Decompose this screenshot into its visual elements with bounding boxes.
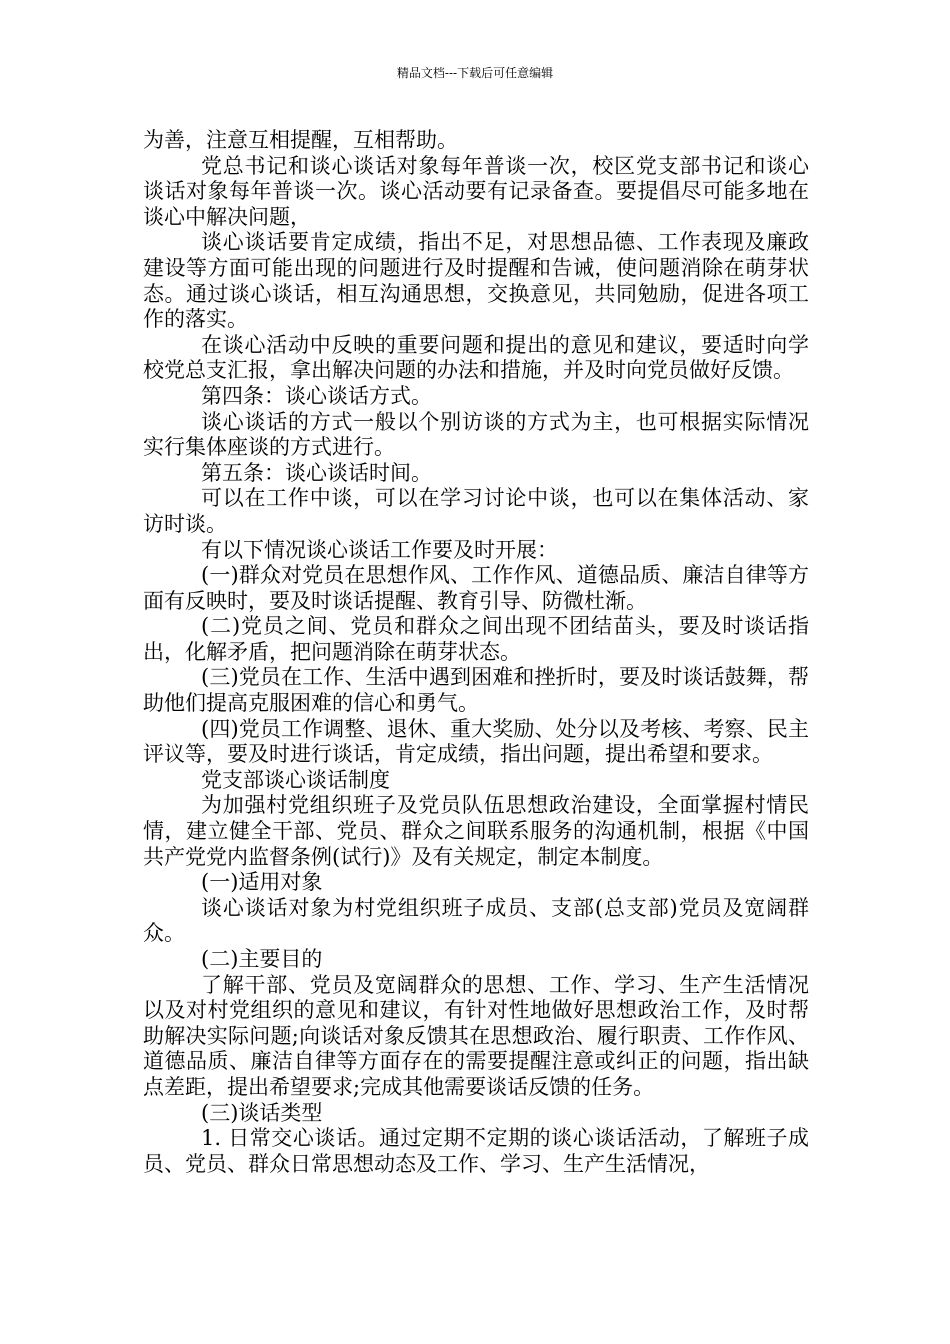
paragraph: 谈心谈话对象为村党组织班子成员、支部(总支部)党员及宽阔群众。 xyxy=(143,895,809,946)
list-item: (一)群众对党员在思想作风、工作作风、道德品质、廉洁自律等方面有反映时，要及时谈话提醒、教育引导、防微杜渐。 xyxy=(143,563,809,613)
section-heading: 第五条：谈心谈话时间。 xyxy=(201,460,432,485)
document-body xyxy=(143,128,809,1177)
section-heading: (一)适用对象 xyxy=(201,870,323,895)
paragraph: 谈心谈话要肯定成绩，指出不足，对思想品德、工作表现及廉政建设等方面可能出现的问题进行及时提醒和告诫，使问题消除在萌芽状态。通过谈心谈话，相互沟通思想，交换意见，共同勉励，促进各项工作的落实。 xyxy=(143,230,809,332)
paragraph: 有以下情况谈心谈话工作要及时开展： xyxy=(201,537,558,562)
list-item: (三)党员在工作、生活中遇到困难和挫折时，要及时谈话鼓舞，帮助他们提高克服困难的信心和勇气。 xyxy=(143,665,809,716)
list-item: (二)党员之间、党员和群众之间出现不团结苗头，要及时谈话指出，化解矛盾，把问题消除在萌芽状态。 xyxy=(143,614,809,664)
paragraph: 为善，注意互相提醒，互相帮助。 xyxy=(143,128,458,152)
document-title: 党支部谈心谈话制度 xyxy=(201,767,390,792)
page-header: 精品文档---下载后可任意编辑 xyxy=(396,66,554,80)
paragraph: 了解干部、党员及宽阔群众的思想、工作、学习、生产生活情况以及对村党组织的意见和建议，有针对性地做好思想政治工作，及时帮助解决实际问题;向谈话对象反馈其在思想政治、履行职责、工作作风、道德品质、廉洁自律等方面存在的需要提醒注意或纠正的问题，指出缺点差距，提出希望要求;完成其他需要谈话反馈的任务。 xyxy=(143,972,809,1099)
section-heading: (二)主要目的 xyxy=(201,947,323,971)
paragraph: 1. 日常交心谈话。通过定期不定期的谈心谈话活动，了解班子成员、党员、群众日常思想动态及工作、学习、生产生活情况， xyxy=(143,1126,809,1176)
list-item: (四)党员工作调整、退休、重大奖励、处分以及考核、考察、民主评议等，要及时进行谈话，肯定成绩，指出问题，提出希望和要求。 xyxy=(143,716,809,767)
paragraph: 谈心谈话的方式一般以个别访谈的方式为主，也可根据实际情况实行集体座谈的方式进行。 xyxy=(143,409,809,460)
section-heading: (三)谈话类型 xyxy=(201,1100,323,1125)
section-heading: 第四条：谈心谈话方式。 xyxy=(201,383,432,408)
paragraph: 党总书记和谈心谈话对象每年普谈一次，校区党支部书记和谈心谈话对象每年普谈一次。谈心活动要有记录备查。要提倡尽可能多地在谈心中解决问题， xyxy=(143,153,809,229)
paragraph: 在谈心活动中反映的重要问题和提出的意见和建议，要适时向学校党总支汇报，拿出解决问题的办法和措施，并及时向党员做好反馈。 xyxy=(143,332,809,383)
paragraph: 可以在工作中谈，可以在学习讨论中谈，也可以在集体活动、家访时谈。 xyxy=(143,486,809,536)
paragraph: 为加强村党组织班子及党员队伍思想政治建设，全面掌握村情民情，建立健全干部、党员、群众之间联系服务的沟通机制，根据《中国共产党党内监督条例(试行)》及有关规定，制定本制度。 xyxy=(143,793,809,869)
